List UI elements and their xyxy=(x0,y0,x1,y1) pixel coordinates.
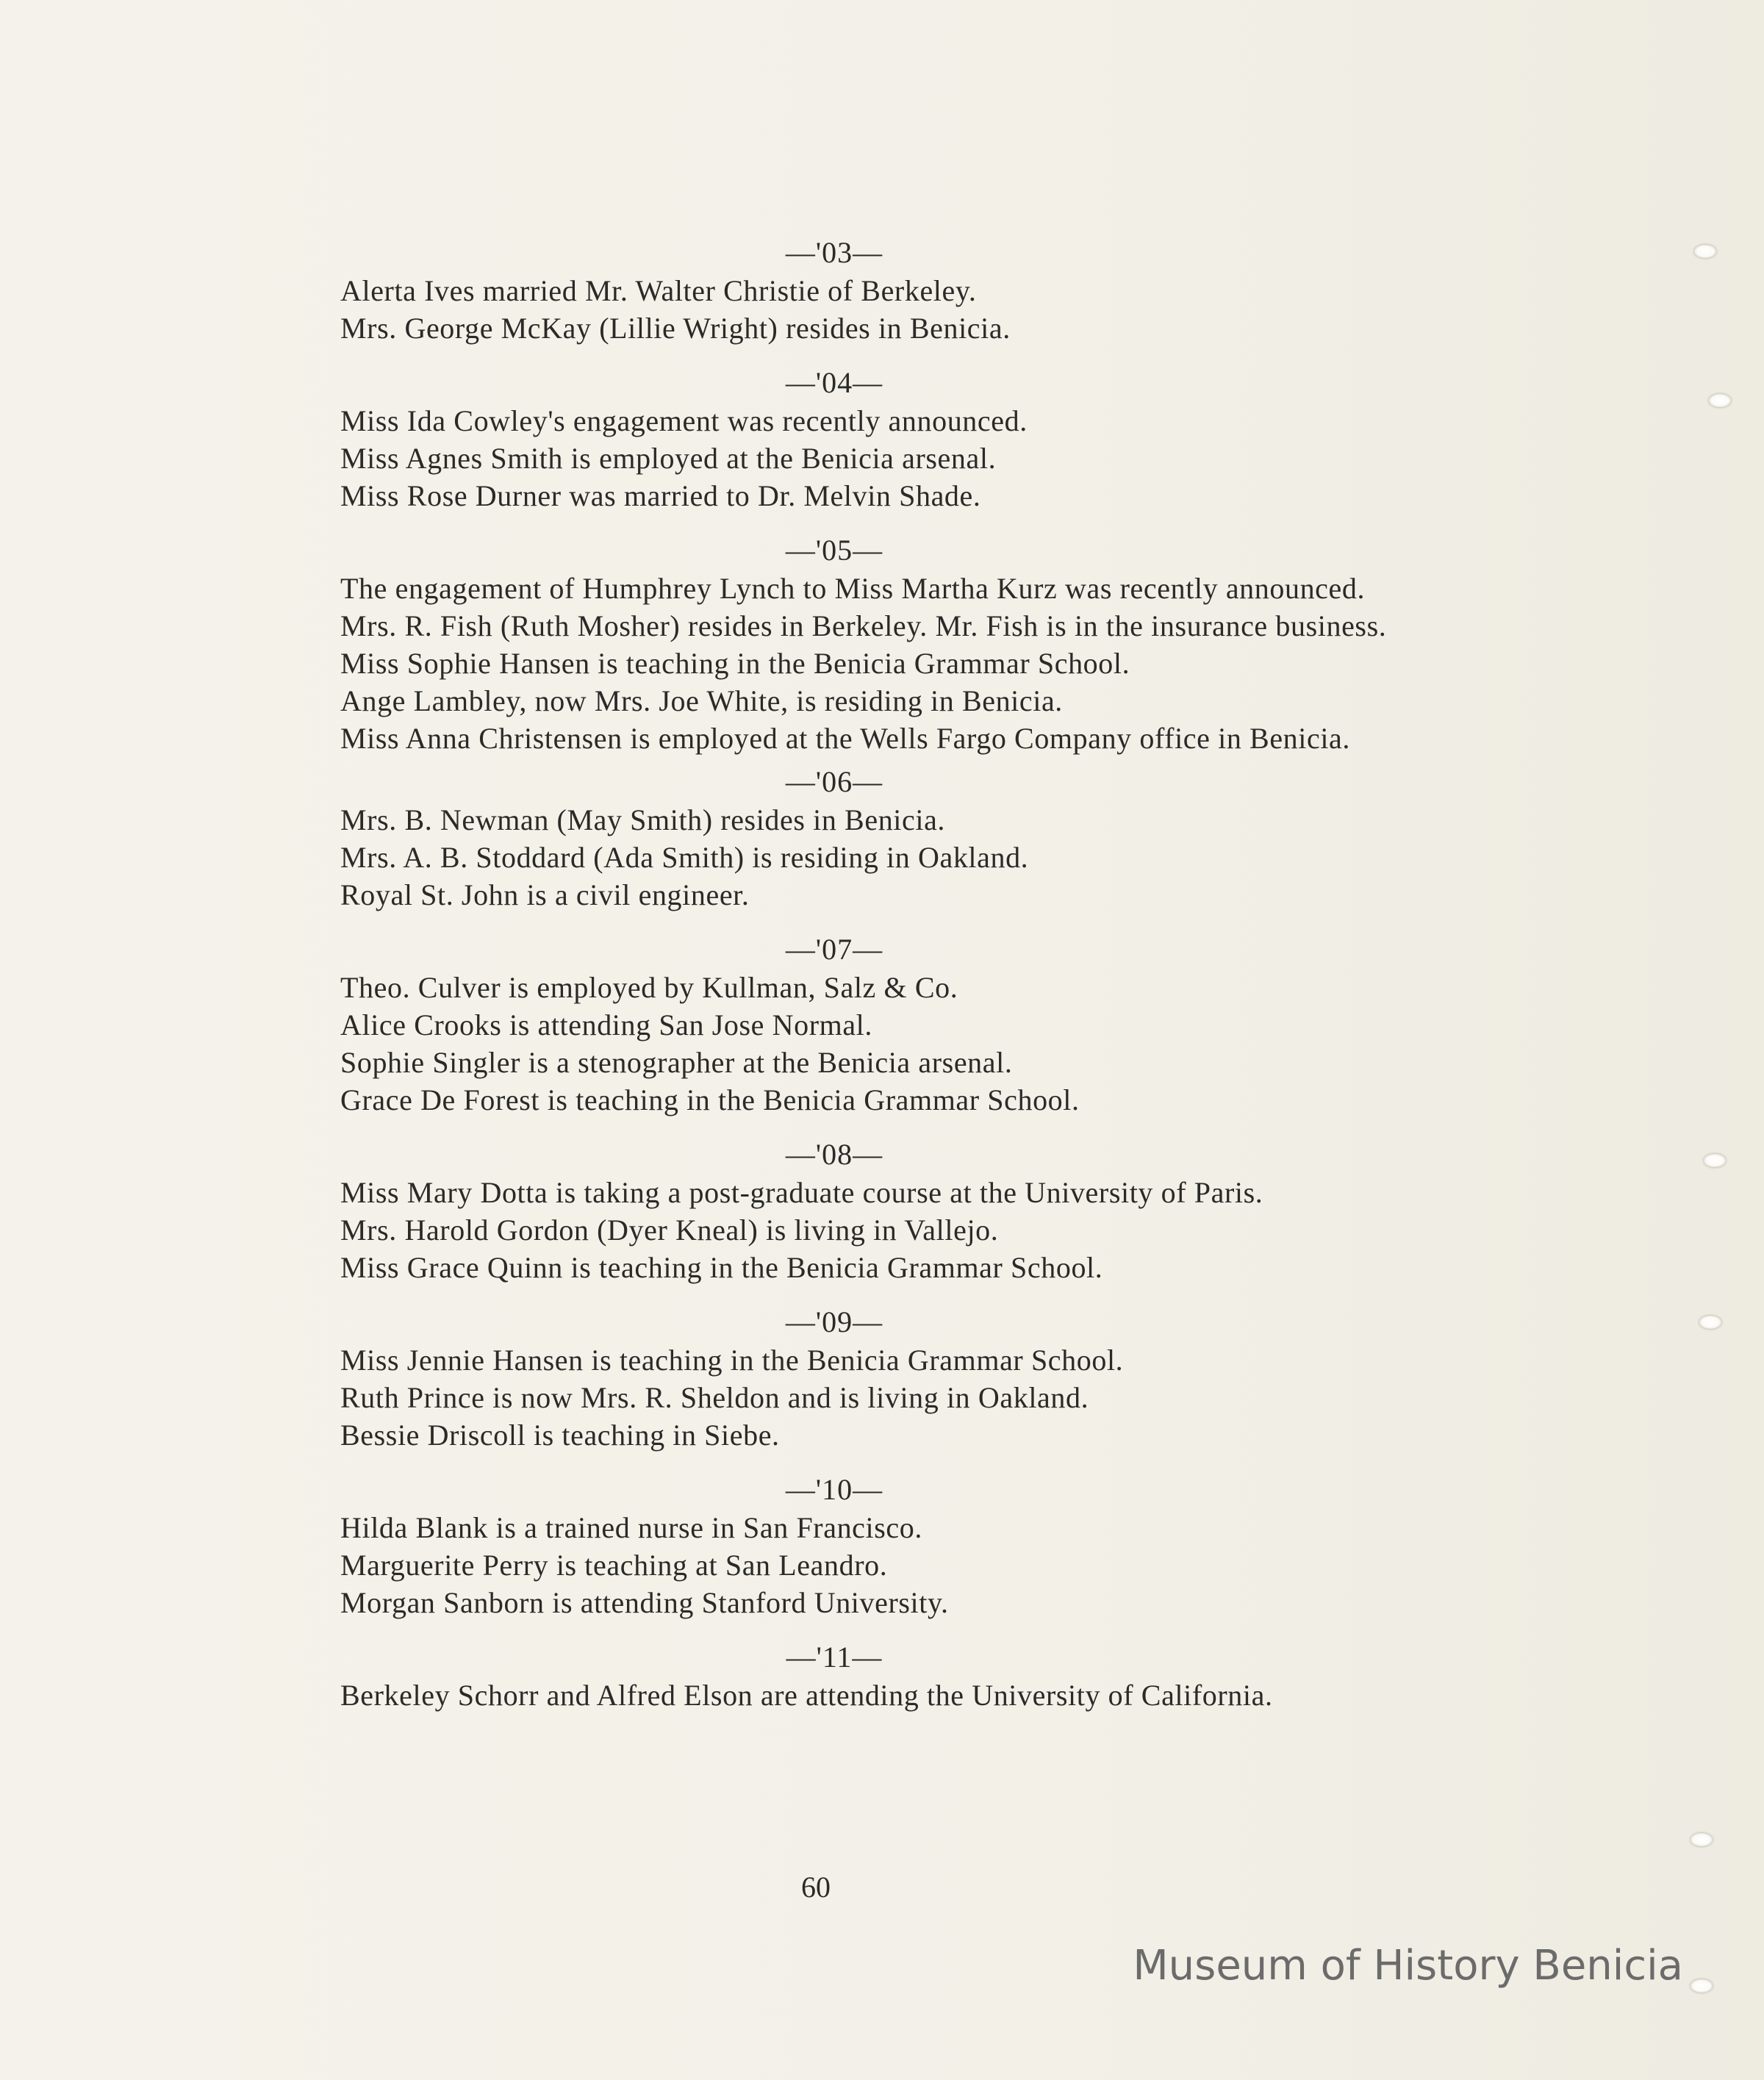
section-1906 xyxy=(272,763,1396,914)
entry: Alerta Ives married Mr. Walter Christie of Berkeley. xyxy=(340,274,977,307)
section-1910 xyxy=(272,1471,1396,1621)
entry: Miss Agnes Smith is employed at the Benicia arsenal. xyxy=(340,442,997,475)
section-heading: —'05— xyxy=(785,534,883,567)
entry: The engagement of Humphrey Lynch to Miss Martha Kurz was recently announced. xyxy=(340,572,1366,605)
entry: Grace De Forest is teaching in the Benicia Grammar School. xyxy=(340,1083,1080,1116)
binding-hole xyxy=(1699,1316,1721,1329)
entry: Miss Ida Cowley's engagement was recently announced. xyxy=(340,404,1028,437)
section-1908 xyxy=(272,1136,1396,1286)
section-1911 xyxy=(272,1638,1396,1714)
entry: Mrs. A. B. Stoddard (Ada Smith) is residing in Oakland. xyxy=(340,841,1029,874)
entry: Morgan Sanborn is attending Stanford University. xyxy=(340,1586,949,1619)
entry: Alice Crooks is attending San Jose Normal. xyxy=(340,1008,872,1041)
entry: Mrs. Harold Gordon (Dyer Kneal) is living in Vallejo. xyxy=(340,1213,999,1247)
entry: Marguerite Perry is teaching at San Leandro. xyxy=(340,1549,888,1582)
entry: Sophie Singler is a stenographer at the Benicia arsenal. xyxy=(340,1046,1013,1079)
entry: Miss Anna Christensen is employed at the Wells Fargo Company office in Benicia. xyxy=(340,722,1351,755)
entry: Miss Grace Quinn is teaching in the Benicia Grammar School. xyxy=(340,1251,1103,1284)
entry: Miss Rose Durner was married to Dr. Melvin Shade. xyxy=(340,479,981,512)
entry: Bessie Driscoll is teaching in Siebe. xyxy=(340,1419,780,1452)
entry: Miss Jennie Hansen is teaching in the Benicia Grammar School. xyxy=(340,1344,1124,1377)
section-1905 xyxy=(272,531,1396,757)
section-heading: —'08— xyxy=(785,1138,883,1171)
entry: Ange Lambley, now Mrs. Joe White, is residing in Benicia. xyxy=(340,684,1063,717)
section-heading: —'11— xyxy=(786,1640,883,1674)
entry: Theo. Culver is employed by Kullman, Salz & Co. xyxy=(340,971,958,1004)
binding-hole xyxy=(1690,1979,1713,1993)
entry: Mrs. R. Fish (Ruth Mosher) resides in Berkeley. Mr. Fish is in the insurance business. xyxy=(340,609,1387,642)
entry: Miss Sophie Hansen is teaching in the Benicia Grammar School. xyxy=(340,647,1130,680)
section-1909 xyxy=(272,1303,1396,1454)
section-heading: —'10— xyxy=(785,1473,883,1506)
section-1903 xyxy=(272,234,1396,347)
page-number: 60 xyxy=(801,1871,831,1904)
binding-hole xyxy=(1694,245,1716,258)
entry: Mrs. George McKay (Lillie Wright) resides in Benicia. xyxy=(340,312,1011,345)
museum-watermark: Museum of History Benicia xyxy=(1133,1942,1683,1990)
section-1904 xyxy=(272,364,1396,514)
entry: Ruth Prince is now Mrs. R. Sheldon and is living in Oakland. xyxy=(340,1381,1089,1414)
section-heading: —'07— xyxy=(785,933,883,966)
section-1907 xyxy=(272,930,1396,1119)
entry: Miss Mary Dotta is taking a post-graduate course at the University of Paris. xyxy=(340,1176,1263,1209)
binding-hole xyxy=(1709,394,1731,407)
entry: Royal St. John is a civil engineer. xyxy=(340,878,750,911)
entry: Hilda Blank is a trained nurse in San Francisco. xyxy=(340,1511,922,1544)
binding-hole xyxy=(1690,1833,1713,1846)
alumni-notes xyxy=(272,234,1396,1714)
entry: Berkeley Schorr and Alfred Elson are attending the University of California. xyxy=(340,1679,1273,1712)
entry: Mrs. B. Newman (May Smith) resides in Benicia. xyxy=(340,803,946,836)
binding-hole xyxy=(1704,1154,1726,1167)
section-heading: —'06— xyxy=(785,765,883,798)
section-heading: —'09— xyxy=(785,1305,883,1338)
section-heading: —'04— xyxy=(785,366,883,399)
section-heading: —'03— xyxy=(785,236,883,269)
